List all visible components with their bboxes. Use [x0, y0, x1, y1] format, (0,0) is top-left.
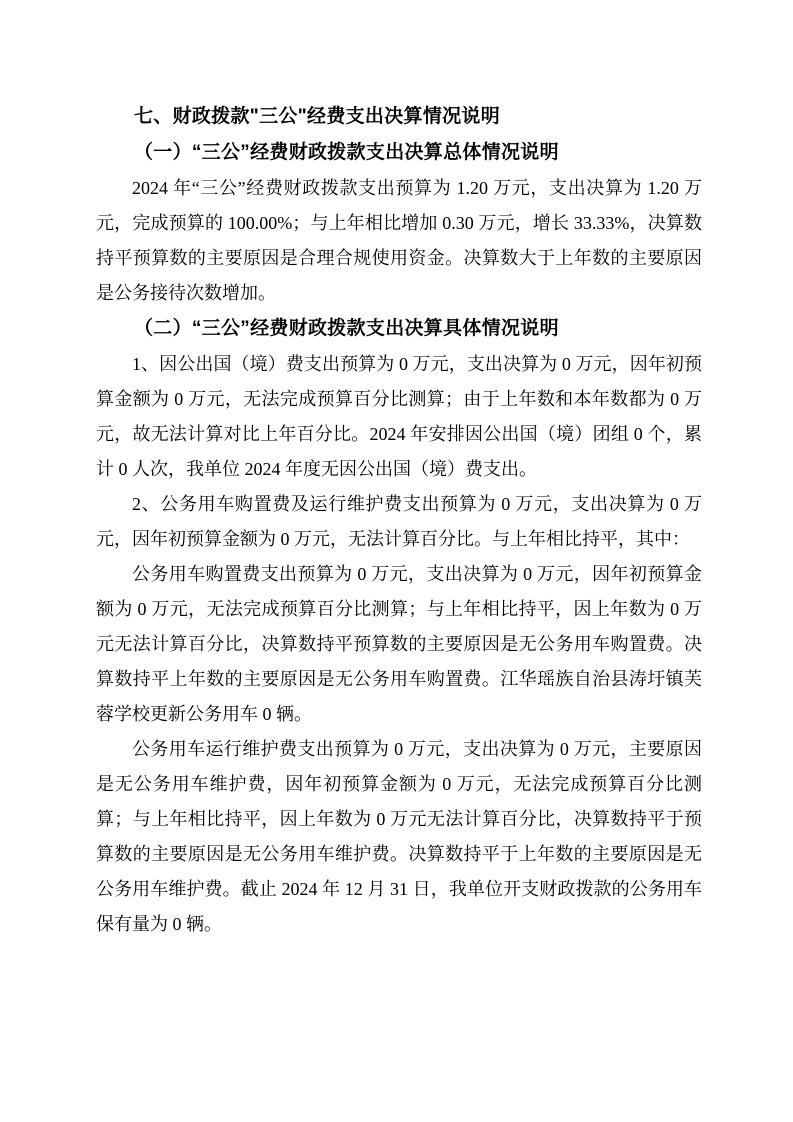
subsection-title-specific: （二）“三公”经费财政拨款支出决算具体情况说明: [134, 318, 559, 339]
subsection-title-overall: （一）“三公”经费财政拨款支出决算总体情况说明: [134, 142, 559, 163]
section-title: 七、财政拨款"三公"经费支出决算情况说明: [134, 106, 501, 127]
document-content: [96, 99, 702, 942]
paragraph-vehicle-maintenance: 公务用车运行维护费支出预算为 0 万元，支出决算为 0 万元，主要原因是无公务用车维护费，因年初预算金额为 0 万元，无法完成预算百分比测算；与上年相比持平，因上年数为 0 万元无法计算百分比，决算数持平于预算数的主要原因是无公务用车维护费。决算数持平于上年数的主要原因是无公务用车维护费。截止 2024 年 12 月 31 日，我单位开支财政拨款的公务用车保有量为 0 辆。: [96, 739, 702, 934]
paragraph-vehicle-total: 2、公务用车购置费及运行维护费支出预算为 0 万元，支出决算为 0 万元，因年初预算金额为 0 万元，无法计算百分比。与上年相比持平，其中：: [96, 494, 702, 549]
paragraph-vehicle-purchase: 公务用车购置费支出预算为 0 万元，支出决算为 0 万元，因年初预算金额为 0 万元，无法完成预算百分比测算；与上年相比持平，因上年数为 0 万元无法计算百分比，决算数持平预算数的主要原因是无公务用车购置费。决算数持平上年数的主要原因是无公务用车购置费。江华瑶族自治县涛圩镇芙蓉学校更新公务用车 0 辆。: [96, 564, 702, 724]
paragraph-overseas-travel: 1、因公出国（境）费支出预算为 0 万元，支出决算为 0 万元，因年初预算金额为 0 万元，无法完成预算百分比测算；由于上年数和本年数都为 0 万元，故无法计算对比上年百分比。2024 年安排因公出国（境）团组 0 个，累计 0 人次，我单位 2024 年度无因公出国（境）费支出。: [96, 354, 702, 479]
paragraph-overall-situation: 2024 年“三公”经费财政拨款支出预算为 1.20 万元，支出决算为 1.20 万元，完成预算的 100.00%；与上年相比增加 0.30 万元，增长 33.33%，决算数持平预算数的主要原因是合理合规使用资金。决算数大于上年数的主要原因是公务接待次数增加。: [96, 178, 702, 303]
